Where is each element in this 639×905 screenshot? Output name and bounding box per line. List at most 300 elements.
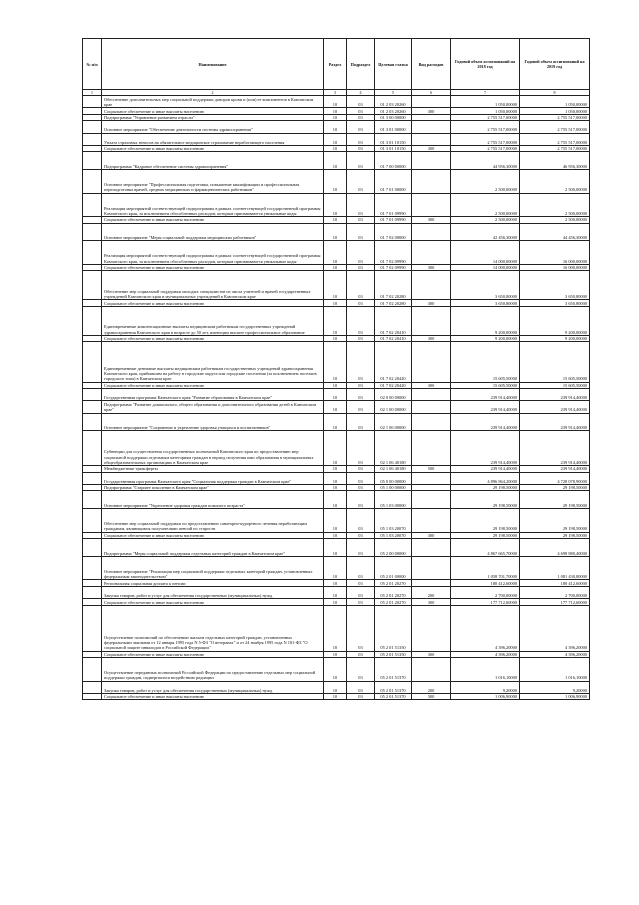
row-name-cell: Единовременные денежные выплаты медицинским работникам государственных учреждений здравоохранения Камчатского края, прибывшим на работу в городские округа или городские поселения (за исключением поселков городского типа) в Камчатском крае xyxy=(102,342,324,382)
row-target-article-cell: 02 0 00 00000 xyxy=(375,389,412,401)
row-number-cell xyxy=(83,605,102,651)
row-amount-2019-cell: 2 755 517,00000 xyxy=(520,114,590,121)
row-subsection-cell: 03 xyxy=(347,170,375,193)
table-row xyxy=(83,96,590,108)
row-section-cell: 10 xyxy=(324,170,347,193)
row-target-article-cell: 01 7 01 00000 xyxy=(375,170,412,193)
row-section-cell: 10 xyxy=(324,264,347,271)
row-number-cell xyxy=(83,306,102,335)
row-name-cell: Уплата страховых взносов на обязательное медицинское страхование неработающего населения xyxy=(102,133,324,145)
row-subsection-cell: 03 xyxy=(347,145,375,152)
row-section-cell: 10 xyxy=(324,509,347,532)
row-amount-2018-cell: 2 755 517,00000 xyxy=(451,145,520,152)
row-amount-2018-cell: 15 605,50000 xyxy=(451,382,520,389)
table-row xyxy=(83,472,590,484)
row-section-cell: 10 xyxy=(324,556,347,579)
row-subsection-cell: 03 xyxy=(347,121,375,133)
table-row xyxy=(83,586,590,598)
row-subsection-cell: 03 xyxy=(347,693,375,700)
row-section-cell: 10 xyxy=(324,300,347,307)
row-amount-2019-cell: 239 914,40000 xyxy=(520,389,590,401)
row-name-cell: Подпрограмма "Кадровое обеспечение системы здравоохранения" xyxy=(102,152,324,170)
column-number: 2 xyxy=(102,90,324,96)
row-section-cell: 10 xyxy=(324,121,347,133)
row-target-article-cell: 01 7 02 20420 xyxy=(375,342,412,382)
row-amount-2018-cell: 2 500,00000 xyxy=(451,193,520,216)
row-name-cell: Субвенции для осуществления государственных полномочий Камчатского края по предоставлению мер социальной поддержки отдельным категориям граждан в период получения ими образования в муниципальных общеобразовательных организациях в Камчатском крае xyxy=(102,431,324,466)
row-expense-type-cell xyxy=(412,170,451,193)
row-subsection-cell: 03 xyxy=(347,152,375,170)
table-row xyxy=(83,108,590,115)
row-expense-type-cell: 300 xyxy=(412,145,451,152)
table-row xyxy=(83,556,590,579)
row-subsection-cell: 03 xyxy=(347,389,375,401)
row-number-cell xyxy=(83,271,102,300)
row-number-cell xyxy=(83,108,102,115)
row-number-cell xyxy=(83,556,102,579)
row-section-cell: 10 xyxy=(324,491,347,509)
table-row xyxy=(83,389,590,401)
row-section-cell: 10 xyxy=(324,223,347,241)
row-amount-2019-cell: 2 755 517,00000 xyxy=(520,121,590,133)
row-section-cell: 10 xyxy=(324,599,347,606)
row-expense-type-cell: 300 xyxy=(412,335,451,342)
row-section-cell: 10 xyxy=(324,431,347,466)
row-expense-type-cell xyxy=(412,241,451,264)
column-number: 6 xyxy=(412,90,451,96)
row-section-cell: 10 xyxy=(324,133,347,145)
row-section-cell: 10 xyxy=(324,114,347,121)
row-amount-2019-cell: 239 914,40000 xyxy=(520,466,590,473)
row-target-article-cell: 05 2 01 20270 xyxy=(375,599,412,606)
row-expense-type-cell: 300 xyxy=(412,651,451,658)
row-section-cell: 10 xyxy=(324,108,347,115)
row-number-cell xyxy=(83,389,102,401)
row-name-cell: Социальное обеспечение и иные выплаты населению xyxy=(102,108,324,115)
row-expense-type-cell: 300 xyxy=(412,599,451,606)
row-number-cell xyxy=(83,681,102,693)
row-target-article-cell: 05 1 03 20070 xyxy=(375,532,412,539)
row-target-article-cell: 01 7 01 09990 xyxy=(375,216,412,223)
row-amount-2018-cell: 42 456,30000 xyxy=(451,223,520,241)
row-amount-2018-cell: 2 700,00000 xyxy=(451,586,520,598)
row-target-article-cell: 02 1 00 00000 xyxy=(375,401,412,413)
table-row xyxy=(83,539,590,557)
row-subsection-cell: 03 xyxy=(347,413,375,431)
row-amount-2019-cell: 239 914,40000 xyxy=(520,431,590,466)
table-row xyxy=(83,152,590,170)
table-body xyxy=(83,96,590,700)
row-number-cell xyxy=(83,580,102,587)
row-target-article-cell: 01 7 02 20410 xyxy=(375,306,412,335)
row-name-cell: Социальное обеспечение и иные выплаты населению xyxy=(102,382,324,389)
row-target-article-cell: 01 2 03 20260 xyxy=(375,96,412,108)
row-amount-2018-cell: 4 896 864,20000 xyxy=(451,472,520,484)
row-subsection-cell: 03 xyxy=(347,335,375,342)
row-name-cell: Основное мероприятие "Обеспечение деятельности системы здравоохранения" xyxy=(102,121,324,133)
row-section-cell: 10 xyxy=(324,651,347,658)
table-row xyxy=(83,605,590,651)
row-amount-2019-cell: 9 200,00000 xyxy=(520,306,590,335)
row-number-cell xyxy=(83,413,102,431)
column-number: 1 xyxy=(83,90,102,96)
row-subsection-cell: 03 xyxy=(347,342,375,382)
table-row xyxy=(83,382,590,389)
table-row xyxy=(83,413,590,431)
row-amount-2019-cell: 4 728 078,90000 xyxy=(520,472,590,484)
row-name-cell: Основное мероприятие "Меры социальной поддержки медицинских работников" xyxy=(102,223,324,241)
row-target-article-cell: 02 1 06 40180 xyxy=(375,466,412,473)
header-amount-2019: Годовой объем ассигнований на 2019 год xyxy=(520,39,590,90)
table-row xyxy=(83,271,590,300)
row-amount-2019-cell: 1 016,10000 xyxy=(520,658,590,681)
row-amount-2018-cell: 9,20000 xyxy=(451,681,520,693)
row-target-article-cell: 01 3 00 00000 xyxy=(375,114,412,121)
row-amount-2018-cell: 4 396,20000 xyxy=(451,651,520,658)
column-number: 4 xyxy=(347,90,375,96)
row-subsection-cell: 03 xyxy=(347,681,375,693)
row-name-cell: Региональная социальная доплата к пенсии xyxy=(102,580,324,587)
row-target-article-cell: 01 7 01 09990 xyxy=(375,193,412,216)
row-target-article-cell: 01 7 02 09990 xyxy=(375,264,412,271)
row-target-article-cell: 05 1 00 00000 xyxy=(375,484,412,491)
row-number-cell xyxy=(83,145,102,152)
row-amount-2018-cell: 14 000,00000 xyxy=(451,241,520,264)
row-subsection-cell: 03 xyxy=(347,114,375,121)
row-subsection-cell: 03 xyxy=(347,216,375,223)
table-row xyxy=(83,264,590,271)
row-target-article-cell: 01 3 01 10150 xyxy=(375,145,412,152)
row-number-cell xyxy=(83,193,102,216)
row-target-article-cell: 05 2 01 51350 xyxy=(375,651,412,658)
row-expense-type-cell: 300 xyxy=(412,216,451,223)
row-amount-2019-cell: 1 050,00000 xyxy=(520,108,590,115)
row-expense-type-cell xyxy=(412,413,451,431)
row-subsection-cell: 03 xyxy=(347,96,375,108)
row-number-cell xyxy=(83,121,102,133)
row-subsection-cell: 03 xyxy=(347,401,375,413)
row-name-cell: Социальное обеспечение и иные выплаты населению xyxy=(102,145,324,152)
row-target-article-cell: 01 7 02 09990 xyxy=(375,241,412,264)
table-row xyxy=(83,484,590,491)
row-expense-type-cell xyxy=(412,658,451,681)
table-row xyxy=(83,145,590,152)
row-amount-2019-cell: 2 500,00000 xyxy=(520,170,590,193)
row-amount-2018-cell: 2 755 517,00000 xyxy=(451,133,520,145)
row-amount-2019-cell: 2 500,00000 xyxy=(520,193,590,216)
row-section-cell: 10 xyxy=(324,335,347,342)
row-amount-2018-cell: 4 396,20000 xyxy=(451,605,520,651)
row-amount-2018-cell: 29 198,50000 xyxy=(451,532,520,539)
row-amount-2018-cell: 9 200,00000 xyxy=(451,335,520,342)
row-target-article-cell: 05 1 03 20070 xyxy=(375,509,412,532)
row-name-cell: Осуществление полномочий по обеспечению жильем отдельных категорий граждан, установленных федеральными законами от 12 января 1995 года N 5-ФЗ "О ветеранах" и от 24 ноября 1995 года N 181-ФЗ "О социальной защите инвалидов в Российской Федерации" xyxy=(102,605,324,651)
row-target-article-cell: 01 7 02 00000 xyxy=(375,223,412,241)
row-amount-2018-cell: 177 712,60000 xyxy=(451,599,520,606)
row-amount-2019-cell: 239 914,40000 xyxy=(520,401,590,413)
row-subsection-cell: 03 xyxy=(347,133,375,145)
row-target-article-cell: 05 2 01 20270 xyxy=(375,580,412,587)
row-amount-2018-cell: 3 650,80000 xyxy=(451,300,520,307)
row-amount-2018-cell: 2 755 517,00000 xyxy=(451,121,520,133)
row-amount-2018-cell: 239 914,40000 xyxy=(451,401,520,413)
row-target-article-cell: 05 2 01 51370 xyxy=(375,658,412,681)
row-expense-type-cell: 300 xyxy=(412,300,451,307)
row-name-cell: Подпрограмма "Развитие дошкольного, общего образования и дополнительного образования детей в Камчатском крае" xyxy=(102,401,324,413)
row-expense-type-cell xyxy=(412,114,451,121)
row-expense-type-cell xyxy=(412,472,451,484)
row-amount-2019-cell: 29 198,50000 xyxy=(520,509,590,532)
header-amount-2018: Годовой объем ассигнований на 2018 год xyxy=(451,39,520,90)
header-expense-type: Вид расходов xyxy=(412,39,451,90)
row-section-cell: 10 xyxy=(324,466,347,473)
row-subsection-cell: 03 xyxy=(347,586,375,598)
row-subsection-cell: 03 xyxy=(347,431,375,466)
row-name-cell: Социальное обеспечение и иные выплаты населению xyxy=(102,216,324,223)
row-amount-2018-cell: 29 198,50000 xyxy=(451,484,520,491)
row-number-cell xyxy=(83,216,102,223)
row-amount-2019-cell: 4 698 880,40000 xyxy=(520,539,590,557)
row-target-article-cell: 01 7 02 20420 xyxy=(375,382,412,389)
row-target-article-cell: 01 3 01 10150 xyxy=(375,133,412,145)
table-row xyxy=(83,216,590,223)
table-row xyxy=(83,133,590,145)
row-number-cell xyxy=(83,152,102,170)
row-number-cell xyxy=(83,586,102,598)
row-section-cell: 10 xyxy=(324,693,347,700)
row-expense-type-cell: 300 xyxy=(412,532,451,539)
header-number: № п/п xyxy=(83,39,102,90)
row-section-cell: 10 xyxy=(324,145,347,152)
row-target-article-cell: 05 0 00 00000 xyxy=(375,472,412,484)
row-amount-2018-cell: 1 016,10000 xyxy=(451,658,520,681)
row-amount-2018-cell: 239 914,40000 xyxy=(451,466,520,473)
row-target-article-cell: 05 2 01 51350 xyxy=(375,605,412,651)
row-name-cell: Основное мероприятие "Реализация мер социальной поддержки отдельных категорий граждан, установленных федеральным законодательством" xyxy=(102,556,324,579)
row-expense-type-cell xyxy=(412,389,451,401)
row-number-cell xyxy=(83,401,102,413)
row-amount-2019-cell: 15 605,50000 xyxy=(520,342,590,382)
table-row xyxy=(83,300,590,307)
table-row xyxy=(83,342,590,382)
row-amount-2018-cell: 2 500,00000 xyxy=(451,216,520,223)
row-amount-2018-cell: 4 867 665,70000 xyxy=(451,539,520,557)
row-name-cell: Обеспечение мер социальной поддержки молодых специалистов из числа учителей и врачей государственных учреждений Камчатского края и муниципальных учреждений в Камчатском крае xyxy=(102,271,324,300)
row-number-cell xyxy=(83,114,102,121)
row-amount-2019-cell: 9 200,00000 xyxy=(520,335,590,342)
row-number-cell xyxy=(83,382,102,389)
row-name-cell: Реализация мероприятий соответствующей подпрограммы в рамках соответствующей государственной программы Камчатского края, за исключением обособленных расходов, которым присваиваются уникальные коды xyxy=(102,193,324,216)
header-target-article: Целевая статья xyxy=(375,39,412,90)
row-expense-type-cell xyxy=(412,509,451,532)
row-number-cell xyxy=(83,170,102,193)
row-name-cell: Социальное обеспечение и иные выплаты населению xyxy=(102,264,324,271)
row-expense-type-cell xyxy=(412,121,451,133)
table-header-row xyxy=(83,39,590,90)
row-expense-type-cell xyxy=(412,580,451,587)
row-number-cell xyxy=(83,264,102,271)
row-subsection-cell: 03 xyxy=(347,271,375,300)
row-amount-2018-cell: 29 198,50000 xyxy=(451,491,520,509)
row-name-cell: Закупка товаров, работ и услуг для обеспечения государственных (муниципальных) нужд xyxy=(102,681,324,693)
row-amount-2019-cell: 3 650,80000 xyxy=(520,271,590,300)
row-expense-type-cell xyxy=(412,152,451,170)
row-expense-type-cell xyxy=(412,401,451,413)
row-number-cell xyxy=(83,472,102,484)
table-row xyxy=(83,335,590,342)
row-amount-2019-cell: 4 396,20000 xyxy=(520,605,590,651)
header-name: Наименование xyxy=(102,39,324,90)
row-subsection-cell: 03 xyxy=(347,509,375,532)
row-amount-2018-cell: 239 914,40000 xyxy=(451,389,520,401)
row-section-cell: 10 xyxy=(324,389,347,401)
row-expense-type-cell xyxy=(412,491,451,509)
row-name-cell: Государственная программа Камчатского края "Развитие образования в Камчатском крае" xyxy=(102,389,324,401)
row-expense-type-cell xyxy=(412,96,451,108)
column-number: 7 xyxy=(451,90,520,96)
row-expense-type-cell xyxy=(412,306,451,335)
row-target-article-cell: 05 2 01 00000 xyxy=(375,556,412,579)
row-section-cell: 10 xyxy=(324,271,347,300)
row-section-cell: 10 xyxy=(324,342,347,382)
row-subsection-cell: 03 xyxy=(347,658,375,681)
row-expense-type-cell xyxy=(412,484,451,491)
row-amount-2019-cell: 44 456,30000 xyxy=(520,223,590,241)
row-amount-2019-cell: 46 956,30000 xyxy=(520,152,590,170)
table-row xyxy=(83,121,590,133)
row-subsection-cell: 03 xyxy=(347,580,375,587)
row-expense-type-cell: 300 xyxy=(412,264,451,271)
row-expense-type-cell xyxy=(412,193,451,216)
row-section-cell: 10 xyxy=(324,382,347,389)
row-subsection-cell: 03 xyxy=(347,466,375,473)
row-number-cell xyxy=(83,599,102,606)
row-name-cell: Подпрограмма "Меры социальной поддержки отдельных категорий граждан в Камчатском крае" xyxy=(102,539,324,557)
row-amount-2019-cell: 2 500,00000 xyxy=(520,216,590,223)
table-row xyxy=(83,658,590,681)
row-expense-type-cell xyxy=(412,556,451,579)
row-number-cell xyxy=(83,491,102,509)
table-row xyxy=(83,580,590,587)
row-amount-2018-cell: 1 058 701,70000 xyxy=(451,556,520,579)
row-number-cell xyxy=(83,431,102,466)
row-name-cell: Подпрограмма "Старшее поколение в Камчатском крае" xyxy=(102,484,324,491)
row-number-cell xyxy=(83,693,102,700)
row-amount-2019-cell: 1 006,90000 xyxy=(520,693,590,700)
row-subsection-cell: 03 xyxy=(347,241,375,264)
row-name-cell: Социальное обеспечение и иные выплаты населению xyxy=(102,532,324,539)
table-row xyxy=(83,693,590,700)
row-amount-2019-cell: 1 081 430,80000 xyxy=(520,556,590,579)
row-subsection-cell: 03 xyxy=(347,193,375,216)
row-expense-type-cell xyxy=(412,605,451,651)
table-row xyxy=(83,466,590,473)
row-section-cell: 10 xyxy=(324,532,347,539)
row-expense-type-cell xyxy=(412,342,451,382)
row-amount-2018-cell: 2 755 517,00000 xyxy=(451,114,520,121)
row-amount-2019-cell: 177 712,60000 xyxy=(520,599,590,606)
row-amount-2019-cell: 2 700,00000 xyxy=(520,586,590,598)
row-target-article-cell: 05 2 01 51370 xyxy=(375,681,412,693)
row-amount-2018-cell: 14 000,00000 xyxy=(451,264,520,271)
row-amount-2019-cell: 3 650,80000 xyxy=(520,300,590,307)
row-section-cell: 10 xyxy=(324,539,347,557)
row-target-article-cell: 05 2 00 00000 xyxy=(375,539,412,557)
row-amount-2018-cell: 29 198,50000 xyxy=(451,509,520,532)
row-name-cell: Реализация мероприятий соответствующей подпрограммы в рамках соответствующей государственной программы Камчатского края, за исключением обособленных расходов, которым присваиваются уникальные коды xyxy=(102,241,324,264)
row-expense-type-cell xyxy=(412,431,451,466)
row-section-cell: 10 xyxy=(324,401,347,413)
row-amount-2019-cell: 9,20000 xyxy=(520,681,590,693)
row-target-article-cell: 01 7 02 20280 xyxy=(375,271,412,300)
table-row xyxy=(83,401,590,413)
row-amount-2018-cell: 1 050,00000 xyxy=(451,96,520,108)
row-number-cell xyxy=(83,651,102,658)
row-section-cell: 10 xyxy=(324,306,347,335)
row-target-article-cell: 05 2 01 51370 xyxy=(375,693,412,700)
row-amount-2018-cell: 1 050,00000 xyxy=(451,108,520,115)
row-section-cell: 10 xyxy=(324,241,347,264)
row-amount-2019-cell: 2 755 517,00000 xyxy=(520,145,590,152)
row-expense-type-cell: 500 xyxy=(412,466,451,473)
row-subsection-cell: 03 xyxy=(347,264,375,271)
row-amount-2019-cell: 16 000,00000 xyxy=(520,264,590,271)
row-number-cell xyxy=(83,300,102,307)
row-name-cell: Социальное обеспечение и иные выплаты населению xyxy=(102,335,324,342)
row-amount-2018-cell: 44 956,30000 xyxy=(451,152,520,170)
row-subsection-cell: 03 xyxy=(347,108,375,115)
row-number-cell xyxy=(83,484,102,491)
row-expense-type-cell: 300 xyxy=(412,693,451,700)
row-amount-2019-cell: 1 050,00000 xyxy=(520,96,590,108)
column-number: 5 xyxy=(375,90,412,96)
row-target-article-cell: 01 7 02 20280 xyxy=(375,300,412,307)
row-amount-2019-cell: 29 198,50000 xyxy=(520,484,590,491)
row-subsection-cell: 03 xyxy=(347,599,375,606)
row-number-cell xyxy=(83,509,102,532)
table-row xyxy=(83,532,590,539)
row-number-cell xyxy=(83,342,102,382)
row-number-cell xyxy=(83,241,102,264)
row-subsection-cell: 03 xyxy=(347,382,375,389)
row-name-cell: Социальное обеспечение и иные выплаты населению xyxy=(102,599,324,606)
column-number: 3 xyxy=(324,90,347,96)
row-name-cell: Осуществление переданных полномочий Российской Федерации по предоставлению отдельных мер социальной поддержки граждан, подвергшихся воздействию радиации xyxy=(102,658,324,681)
column-number: 8 xyxy=(520,90,590,96)
row-name-cell: Основное мероприятие "Укрепление здоровья граждан пожилого возраста" xyxy=(102,491,324,509)
row-section-cell: 10 xyxy=(324,152,347,170)
row-expense-type-cell xyxy=(412,223,451,241)
budget-table-page xyxy=(82,38,590,700)
row-amount-2018-cell: 1 006,90000 xyxy=(451,693,520,700)
row-name-cell: Основное мероприятие "Сохранение и укрепление здоровья учащихся и воспитанников" xyxy=(102,413,324,431)
row-section-cell: 10 xyxy=(324,96,347,108)
row-subsection-cell: 03 xyxy=(347,223,375,241)
row-target-article-cell: 05 2 01 20270 xyxy=(375,586,412,598)
row-amount-2019-cell: 2 755 517,00000 xyxy=(520,133,590,145)
row-number-cell xyxy=(83,96,102,108)
row-subsection-cell: 03 xyxy=(347,651,375,658)
row-number-cell xyxy=(83,532,102,539)
row-name-cell: Подпрограмма "Управление развитием отрасли" xyxy=(102,114,324,121)
row-number-cell xyxy=(83,539,102,557)
row-amount-2019-cell: 15 605,50000 xyxy=(520,382,590,389)
row-amount-2019-cell: 16 000,00000 xyxy=(520,241,590,264)
row-amount-2019-cell: 180 412,60000 xyxy=(520,580,590,587)
row-subsection-cell: 03 xyxy=(347,539,375,557)
row-name-cell: Социальное обеспечение и иные выплаты населению xyxy=(102,651,324,658)
row-target-article-cell: 02 1 06 40180 xyxy=(375,431,412,466)
